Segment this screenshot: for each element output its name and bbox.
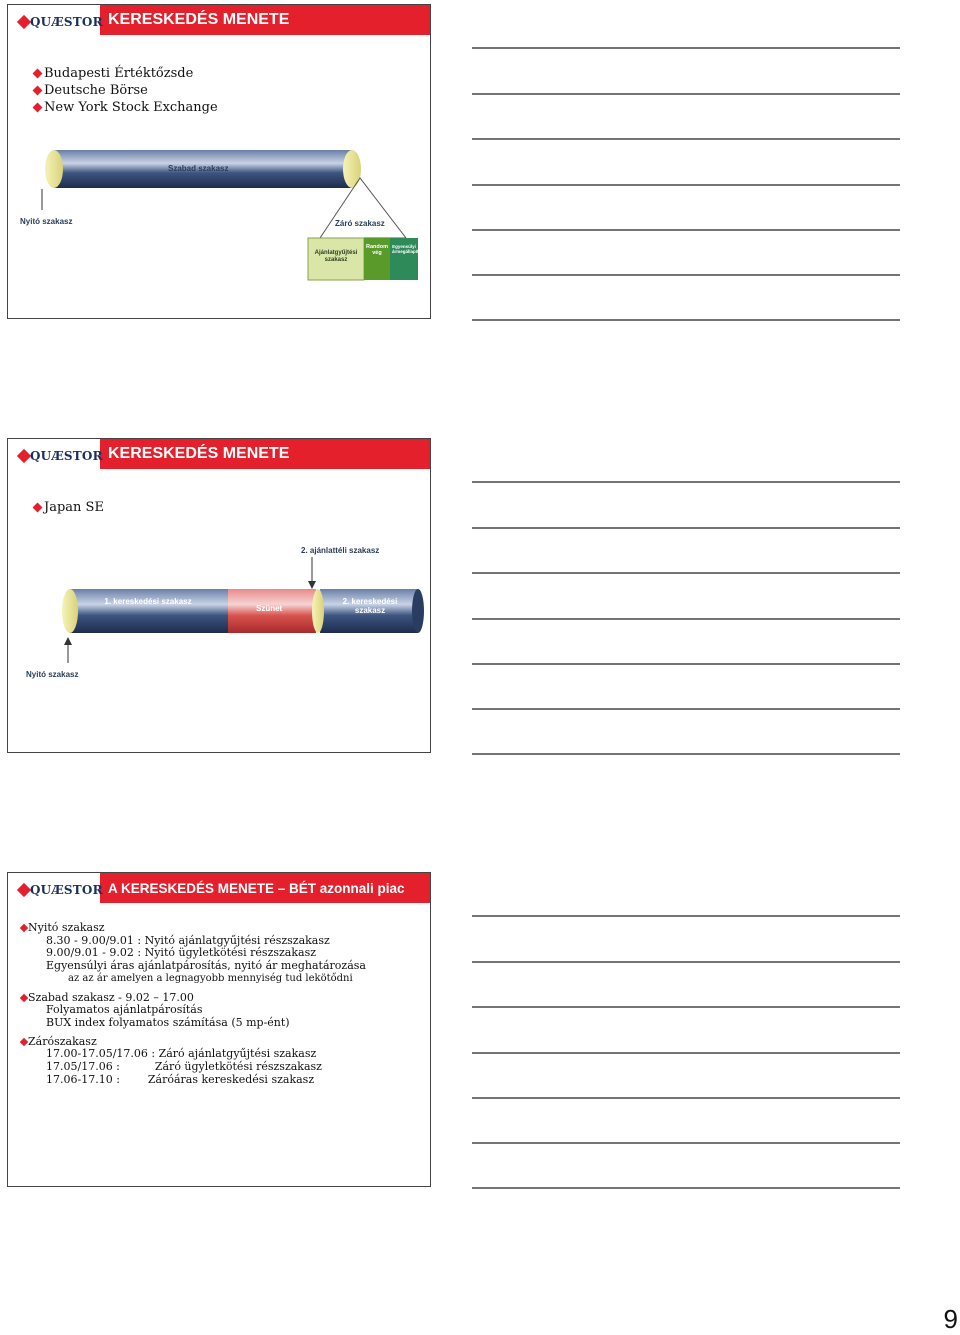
logo-diamond-icon bbox=[17, 883, 31, 897]
close-phase-label: Záró szakasz bbox=[335, 219, 385, 228]
text-line: 8.30 - 9.00/9.01 : Nyitó ajánlatgyűjtési részszakasz bbox=[46, 933, 330, 947]
slide-title: A KERESKEDÉS MENETE – BÉT azonnali piac bbox=[108, 881, 405, 896]
logo-text: QUÆSTOR bbox=[30, 449, 103, 463]
slide-title: KERESKEDÉS MENETE bbox=[108, 11, 290, 28]
open-phase-label: Nyitó szakasz bbox=[26, 670, 79, 679]
pipe-cap-right bbox=[343, 150, 361, 188]
notes-lines-3 bbox=[472, 908, 902, 1208]
box2-text: Random vég bbox=[366, 244, 388, 256]
quaestor-logo bbox=[8, 5, 103, 35]
slide-title: KERESKEDÉS MENETE bbox=[108, 445, 290, 462]
list-item: Deutsche Börse bbox=[36, 82, 218, 99]
quaestor-logo bbox=[8, 439, 103, 469]
schedule-text bbox=[8, 922, 428, 1086]
list-item: Budapesti Értéktőzsde bbox=[36, 65, 218, 82]
notes-lines-1 bbox=[472, 40, 902, 340]
list-item: New York Stock Exchange bbox=[36, 99, 218, 116]
logo-text: QUÆSTOR bbox=[30, 15, 103, 29]
list-item: Japan SE bbox=[36, 499, 104, 516]
text-line: 9.00/9.01 - 9.02 : Nyitó ügyletkötési részszakasz bbox=[46, 946, 317, 960]
pipe-cap-left bbox=[45, 150, 63, 188]
pipe-label: Szabad szakasz bbox=[168, 164, 229, 173]
text-line: 17.06-17.10 : Záróáras kereskedési szakasz bbox=[46, 1072, 315, 1086]
exchange-list bbox=[36, 65, 218, 116]
seg3-label: 2. kereskedési szakasz bbox=[342, 597, 398, 615]
break-label: Szünet bbox=[256, 604, 283, 613]
logo-diamond-icon bbox=[17, 15, 31, 29]
text-line: Szabad szakasz - 9.02 – 17.00 bbox=[8, 992, 428, 1005]
trading-phases-diagram bbox=[8, 140, 432, 320]
text-line: Egyensúlyi áras ajánlatpárosítás, nyitó ár meghatározása bbox=[46, 959, 366, 973]
text-line: 17.00-17.05/17.06 : Záró ajánlatgyűjtési szakasz bbox=[46, 1047, 317, 1061]
logo-text: QUÆSTOR bbox=[30, 883, 103, 897]
text-line: 17.05/17.06 : Záró ügyletkötési részszakasz bbox=[46, 1060, 322, 1074]
box1-text: Ajánlatgyűjtési szakasz bbox=[314, 250, 358, 263]
logo-diamond-icon bbox=[17, 449, 31, 463]
slide-1 bbox=[7, 4, 431, 319]
page-number: 9 bbox=[943, 1304, 958, 1334]
slide-3 bbox=[7, 872, 431, 1187]
box3-text: Egyensúlyi ármegállapítás bbox=[392, 244, 424, 254]
text-line: BUX index folyamatos számítása (5 mp-ént) bbox=[46, 1015, 290, 1029]
slide-2 bbox=[7, 438, 431, 753]
open-phase-label: Nyitó szakasz bbox=[20, 217, 73, 226]
text-line: Folyamatos ajánlatpárosítás bbox=[46, 1003, 203, 1017]
notes-lines-2 bbox=[472, 474, 902, 774]
japan-phases-diagram bbox=[8, 539, 432, 709]
text-line: az az ár amelyen a legnagyobb mennyiség tud lekötődni bbox=[68, 972, 353, 984]
text-line: Nyitó szakasz bbox=[8, 922, 428, 935]
seg1-label: 1. kereskedési szakasz bbox=[104, 597, 192, 606]
text-line: Zárószakasz bbox=[8, 1036, 428, 1049]
second-bid-label: 2. ajánlattéli szakasz bbox=[301, 546, 380, 555]
exchange-list bbox=[36, 499, 104, 516]
quaestor-logo bbox=[8, 873, 103, 903]
